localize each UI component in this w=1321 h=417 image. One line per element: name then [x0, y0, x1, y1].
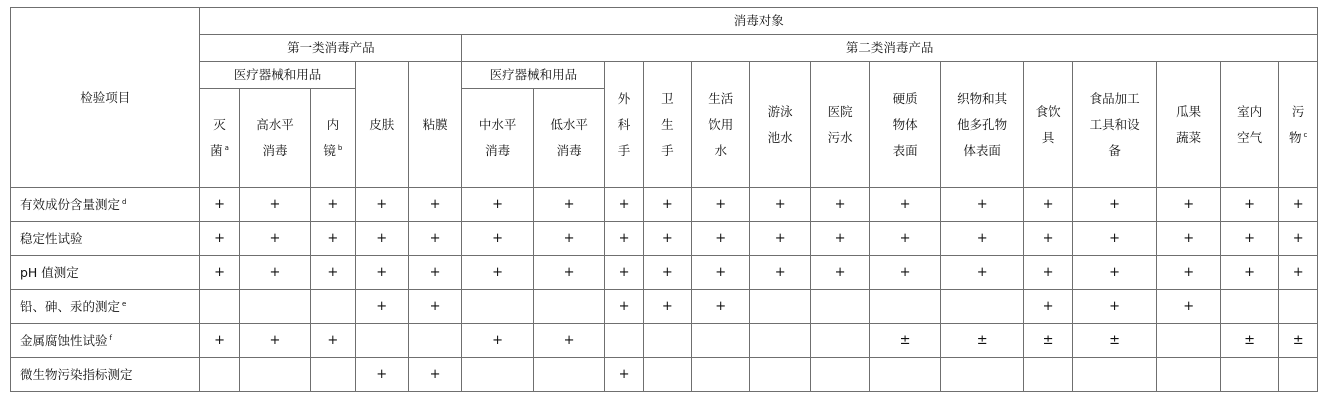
table-row: [11, 358, 1318, 392]
header-col-text: 菌: [210, 143, 223, 158]
header-col: [1220, 62, 1278, 188]
header-col-text: 表面: [892, 142, 918, 158]
table-cell: +: [1279, 256, 1318, 290]
row-label-text: 金属腐蚀性试验: [20, 332, 108, 348]
header-col-text: 水: [714, 142, 727, 158]
header-col-text: 粘膜: [422, 116, 448, 132]
table-cell: +: [1072, 222, 1157, 256]
table-cell: +: [408, 188, 461, 222]
header-col-skin: [355, 62, 408, 188]
header-col: [605, 62, 643, 188]
header-col-text: 污: [1291, 103, 1305, 119]
table-cell: [643, 358, 691, 392]
table-cell: +: [239, 188, 311, 222]
footnote-mark: e: [122, 299, 127, 308]
header-col: [200, 89, 239, 188]
table-cell: [605, 324, 643, 358]
header-col: [1279, 62, 1318, 188]
row-label: [11, 358, 200, 392]
table-cell: +: [870, 222, 941, 256]
header-col-text: 生: [661, 116, 674, 132]
table-cell: ±: [1024, 324, 1072, 358]
table-cell: [1220, 358, 1278, 392]
table-row: [11, 256, 1318, 290]
table-cell: +: [1024, 188, 1072, 222]
table-cell: ±: [870, 324, 941, 358]
header-group-2: 第二类消毒产品: [462, 35, 1318, 62]
table-cell: +: [605, 256, 643, 290]
table-cell: +: [692, 188, 750, 222]
header-col: [462, 89, 534, 188]
table-cell: [870, 290, 941, 324]
table-cell: +: [462, 256, 534, 290]
header-col-text: 灭: [213, 117, 226, 132]
table-cell: [750, 358, 810, 392]
header-col: [1024, 62, 1072, 188]
table-cell: +: [408, 256, 461, 290]
table-cell: +: [408, 222, 461, 256]
table-cell: +: [692, 256, 750, 290]
header-col: [750, 62, 810, 188]
table-cell: +: [1279, 222, 1318, 256]
table-cell: +: [643, 222, 691, 256]
header-col-text: 低水平: [550, 117, 588, 132]
row-label-text: 稳定性试验: [20, 230, 83, 246]
table-cell: [408, 324, 461, 358]
table-cell: +: [355, 256, 408, 290]
table-cell: +: [311, 188, 355, 222]
row-label-text: 铅、砷、汞的测定: [20, 298, 121, 314]
header-col-text: 池水: [767, 129, 793, 145]
disinfection-test-table: [10, 7, 1318, 392]
header-medical-1: 医疗器械和用品: [200, 62, 355, 89]
table-cell: [462, 290, 534, 324]
table-cell: +: [643, 256, 691, 290]
table-cell: +: [692, 222, 750, 256]
header-col-text: 他多孔物: [957, 116, 1008, 132]
table-cell: [1157, 358, 1220, 392]
header-group-1: 第一类消毒产品: [200, 35, 462, 62]
header-col-text: 外: [617, 90, 631, 106]
table-cell: +: [810, 188, 869, 222]
header-col-text: 中水平: [478, 117, 517, 132]
table-cell: +: [750, 222, 810, 256]
table-row: [11, 290, 1318, 324]
row-label-text: pH 值测定: [20, 264, 79, 280]
header-col-text: 科: [617, 116, 631, 132]
table-cell: +: [311, 222, 355, 256]
table-cell: ±: [1279, 324, 1318, 358]
table-cell: [810, 324, 869, 358]
header-col: [870, 62, 941, 188]
header-col: [533, 89, 605, 188]
table-cell: +: [940, 222, 1024, 256]
table-cell: [533, 290, 605, 324]
row-label: [11, 222, 200, 256]
header-col-text: 手: [617, 142, 631, 158]
table-cell: [1220, 290, 1278, 324]
header-col-text: 具: [1041, 129, 1055, 145]
table-cell: +: [1072, 290, 1157, 324]
table-cell: [200, 290, 239, 324]
table-cell: [1157, 324, 1220, 358]
table-cell: +: [533, 222, 605, 256]
table-cell: +: [311, 256, 355, 290]
header-col-text: 织物和其: [957, 90, 1008, 106]
table-cell: [810, 290, 869, 324]
table-cell: [810, 358, 869, 392]
table-cell: +: [1220, 188, 1278, 222]
header-col-text: 皮肤: [369, 116, 395, 132]
table-cell: +: [533, 188, 605, 222]
table-cell: +: [311, 324, 355, 358]
header-col-text: 蔬菜: [1176, 129, 1202, 145]
header-col-text: 消毒: [262, 143, 288, 158]
table-cell: +: [239, 256, 311, 290]
row-label-text: 微生物污染指标测定: [20, 366, 133, 382]
table-cell: +: [355, 290, 408, 324]
table-cell: +: [1157, 290, 1220, 324]
table-cell: +: [692, 290, 750, 324]
header-col-text: 高水平: [256, 117, 294, 132]
table-cell: [1024, 358, 1072, 392]
table-cell: [1279, 358, 1318, 392]
header-col-text: 空气: [1237, 129, 1263, 145]
table-cell: +: [1220, 256, 1278, 290]
header-item: 检验项目: [11, 8, 200, 188]
header-col-text: 室内: [1237, 103, 1263, 119]
footnote-mark: d: [122, 197, 127, 206]
header-col-text: 游泳: [767, 103, 793, 119]
table-cell: +: [1024, 290, 1072, 324]
table-cell: +: [605, 358, 643, 392]
header-col-text: 饮用: [708, 116, 734, 132]
header-col-text: 内: [326, 117, 340, 132]
table-cell: [750, 324, 810, 358]
header-col-text: 卫: [661, 90, 674, 106]
table-cell: +: [605, 222, 643, 256]
header-col-text: 食品加工: [1089, 90, 1140, 106]
table-cell: +: [462, 188, 534, 222]
table-cell: [239, 358, 311, 392]
header-col-text: 物: [1288, 129, 1302, 145]
header-col: [311, 89, 355, 188]
header-col-text: 生活: [708, 90, 734, 106]
table-cell: [940, 290, 1024, 324]
header-col-text: 体表面: [963, 142, 1001, 158]
table-cell: [533, 358, 605, 392]
table-cell: [1279, 290, 1318, 324]
table-cell: +: [1279, 188, 1318, 222]
table-cell: +: [408, 290, 461, 324]
table-cell: +: [355, 222, 408, 256]
table-cell: [692, 358, 750, 392]
row-label: [11, 256, 200, 290]
table-cell: [355, 324, 408, 358]
footnote-mark: a: [224, 144, 229, 152]
header-col: [239, 89, 311, 188]
table-row: [11, 324, 1318, 358]
table-cell: +: [1157, 256, 1220, 290]
table-cell: +: [200, 324, 239, 358]
table-cell: +: [1024, 222, 1072, 256]
header-col-mucosa: [408, 62, 461, 188]
header-col-text: 食饮: [1035, 103, 1061, 119]
table-cell: [870, 358, 941, 392]
table-cell: [311, 358, 355, 392]
row-label: [11, 188, 200, 222]
table-cell: +: [239, 324, 311, 358]
table-row: [11, 222, 1318, 256]
table-cell: [462, 358, 534, 392]
row-label: [11, 324, 200, 358]
table-cell: +: [605, 188, 643, 222]
table-cell: +: [810, 256, 869, 290]
header-objects: 消毒对象: [200, 8, 1318, 35]
table-body: [11, 188, 1318, 392]
table-cell: +: [1220, 222, 1278, 256]
table-cell: +: [1024, 256, 1072, 290]
header-col-text: 工具和设: [1089, 116, 1140, 132]
table-cell: +: [533, 256, 605, 290]
table-cell: +: [643, 290, 691, 324]
table-cell: ±: [1220, 324, 1278, 358]
table-cell: [200, 358, 239, 392]
table-cell: [311, 290, 355, 324]
header-col-text: 镜: [323, 143, 336, 158]
row-label-text: 有效成份含量测定: [20, 196, 121, 212]
footnote-mark: b: [337, 144, 343, 152]
table-cell: +: [1072, 188, 1157, 222]
table-cell: +: [940, 188, 1024, 222]
header-col: [643, 62, 691, 188]
row-label: [11, 290, 200, 324]
footnote-mark: c: [1303, 130, 1308, 139]
table-cell: +: [533, 324, 605, 358]
header-medical-2: 医疗器械和用品: [462, 62, 605, 89]
table-cell: +: [940, 256, 1024, 290]
header-col-text: 硬质: [892, 90, 918, 106]
table-cell: [750, 290, 810, 324]
header-col-text: 消毒: [556, 143, 582, 158]
table-cell: [643, 324, 691, 358]
header-col-text: 备: [1108, 142, 1121, 158]
table-cell: ±: [1072, 324, 1157, 358]
table-cell: +: [462, 222, 534, 256]
table-cell: +: [1157, 222, 1220, 256]
table-cell: [692, 324, 750, 358]
table-cell: +: [355, 188, 408, 222]
table-cell: +: [870, 188, 941, 222]
table-cell: +: [810, 222, 869, 256]
header-col: [1157, 62, 1220, 188]
table-cell: +: [200, 256, 239, 290]
table-cell: +: [200, 222, 239, 256]
table-cell: +: [1072, 256, 1157, 290]
header-col-text: 物体: [892, 116, 918, 132]
table-cell: [1072, 358, 1157, 392]
header-col-text: 医院: [827, 103, 853, 119]
header-col-text: 手: [661, 142, 674, 158]
header-col-text: 污水: [827, 129, 853, 145]
header-col: [1072, 62, 1157, 188]
table-cell: +: [643, 188, 691, 222]
header-col: [940, 62, 1024, 188]
table-cell: +: [870, 256, 941, 290]
table-cell: [239, 290, 311, 324]
table-cell: +: [408, 358, 461, 392]
table-cell: +: [462, 324, 534, 358]
table-cell: +: [355, 358, 408, 392]
table-cell: +: [750, 256, 810, 290]
table-cell: +: [239, 222, 311, 256]
footnote-mark: f: [109, 333, 112, 342]
header-col: [810, 62, 869, 188]
header-col-text: 瓜果: [1176, 103, 1202, 119]
table-cell: +: [200, 188, 239, 222]
table-row: [11, 188, 1318, 222]
header-col-text: 消毒: [485, 143, 511, 158]
table-cell: +: [750, 188, 810, 222]
table-cell: +: [605, 290, 643, 324]
table-cell: ±: [940, 324, 1024, 358]
table-cell: [940, 358, 1024, 392]
table-cell: +: [1157, 188, 1220, 222]
header-col: [692, 62, 750, 188]
